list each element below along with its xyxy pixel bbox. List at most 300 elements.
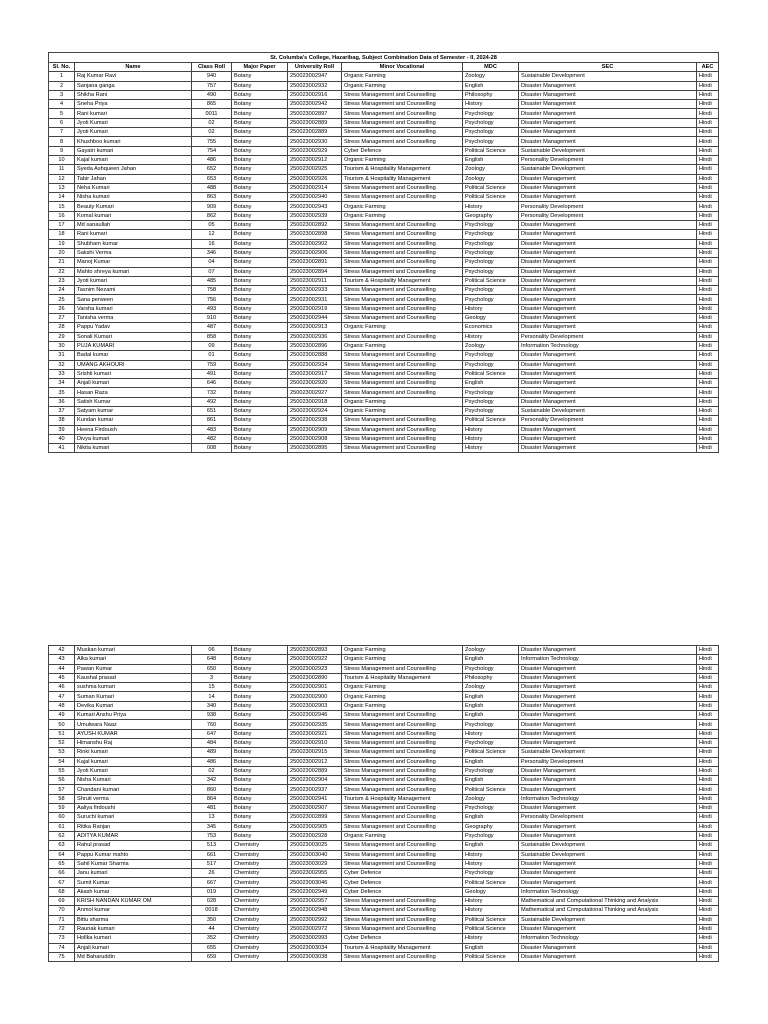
cell-aec: Hindi (697, 155, 719, 164)
cell-mdc: Political Science (463, 785, 519, 794)
cell-class-roll: 909 (192, 202, 232, 211)
cell-class-roll: 16 (192, 239, 232, 248)
cell-sec: Disaster Management (519, 379, 697, 388)
cell-minor-vocational: Tourism & Hospitality Management (342, 673, 463, 682)
cell-sec: Disaster Management (519, 360, 697, 369)
cell-aec: Hindi (697, 906, 719, 915)
cell-name: Nisha Kumari (75, 776, 192, 785)
cell-aec: Hindi (697, 425, 719, 434)
cell-mdc: English (463, 943, 519, 952)
cell-class-roll: 646 (192, 379, 232, 388)
cell-sec: Disaster Management (519, 304, 697, 313)
cell-minor-vocational: Stress Management and Counselling (342, 897, 463, 906)
cell-major-paper: Botany (232, 720, 288, 729)
cell-mdc: English (463, 776, 519, 785)
cell-name: Md sanaullah (75, 221, 192, 230)
cell-mdc: Philosophy (463, 90, 519, 99)
cell-major-paper: Botany (232, 165, 288, 174)
cell-sec: Disaster Management (519, 766, 697, 775)
cell-mdc: Psychology (463, 267, 519, 276)
cell-name: Jyoti kumari (75, 276, 192, 285)
cell-university-roll: 250023002911 (288, 276, 342, 285)
cell-aec: Hindi (697, 701, 719, 710)
cell-name: Anjali kumari (75, 379, 192, 388)
table-row (49, 118, 719, 127)
cell-name: Suman Kumari (75, 692, 192, 701)
cell-class-roll: 667 (192, 878, 232, 887)
cell-name: Hollka kumari (75, 934, 192, 943)
table-row (49, 878, 719, 887)
table-row (49, 729, 719, 738)
cell-mdc: English (463, 655, 519, 664)
cell-university-roll: 250023002893 (288, 646, 342, 655)
table-row (49, 341, 719, 350)
cell-name: Sanjana ganga (75, 81, 192, 90)
cell-aec: Hindi (697, 776, 719, 785)
cell-sec: Disaster Management (519, 720, 697, 729)
cell-university-roll: 250023002992 (288, 915, 342, 924)
cell-name: Janu kumari (75, 869, 192, 878)
cell-university-roll: 250023002940 (288, 193, 342, 202)
table-row (49, 915, 719, 924)
table-row (49, 369, 719, 378)
cell-sec: Mathematical and Computational Thinking and Analysis (519, 906, 697, 915)
cell-university-roll: 250023002899 (288, 813, 342, 822)
table-row (49, 174, 719, 183)
cell-university-roll: 250023003025 (288, 841, 342, 850)
cell-university-roll: 250023002889 (288, 128, 342, 137)
cell-mdc: History (463, 434, 519, 443)
table-row (49, 655, 719, 664)
cell-sec: Disaster Management (519, 137, 697, 146)
cell-university-roll: 250023002938 (288, 416, 342, 425)
cell-major-paper: Botany (232, 128, 288, 137)
cell-major-paper: Botany (232, 193, 288, 202)
cell-aec: Hindi (697, 683, 719, 692)
cell-aec: Hindi (697, 118, 719, 127)
cell-sl-no: 38 (49, 416, 75, 425)
cell-university-roll: 250023002946 (288, 711, 342, 720)
cell-university-roll: 250023002889 (288, 118, 342, 127)
cell-sec: Sustainable Development (519, 915, 697, 924)
cell-major-paper: Chemistry (232, 841, 288, 850)
cell-university-roll: 250023002914 (288, 183, 342, 192)
cell-sec: Information Technology (519, 655, 697, 664)
cell-sec: Personality Development (519, 155, 697, 164)
cell-minor-vocational: Stress Management and Counselling (342, 776, 463, 785)
cell-sec: Disaster Management (519, 804, 697, 813)
header-university-roll: University Roll (288, 63, 342, 72)
cell-name: Rinki kumari (75, 748, 192, 757)
cell-sec: Disaster Management (519, 878, 697, 887)
cell-name: Anjali kumari (75, 943, 192, 952)
cell-minor-vocational: Organic Farming (342, 692, 463, 701)
cell-university-roll: 250023002903 (288, 701, 342, 710)
cell-major-paper: Botany (232, 831, 288, 840)
cell-aec: Hindi (697, 276, 719, 285)
cell-aec: Hindi (697, 109, 719, 118)
cell-aec: Hindi (697, 174, 719, 183)
cell-class-roll: 44 (192, 924, 232, 933)
cell-name: Syeda Ashqueen Jahan (75, 165, 192, 174)
cell-aec: Hindi (697, 841, 719, 850)
cell-minor-vocational: Organic Farming (342, 202, 463, 211)
cell-aec: Hindi (697, 341, 719, 350)
table-row (49, 850, 719, 859)
cell-aec: Hindi (697, 804, 719, 813)
cell-class-roll: 756 (192, 295, 232, 304)
cell-aec: Hindi (697, 388, 719, 397)
table-row (49, 109, 719, 118)
cell-major-paper: Botany (232, 379, 288, 388)
table-row (49, 952, 719, 961)
cell-class-roll: 655 (192, 943, 232, 952)
cell-name: Md Baharuddin (75, 952, 192, 961)
cell-sl-no: 4 (49, 100, 75, 109)
cell-mdc: English (463, 155, 519, 164)
cell-minor-vocational: Stress Management and Counselling (342, 314, 463, 323)
cell-minor-vocational: Stress Management and Counselling (342, 118, 463, 127)
cell-minor-vocational: Stress Management and Counselling (342, 738, 463, 747)
cell-aec: Hindi (697, 267, 719, 276)
cell-name: Kajal kumari (75, 757, 192, 766)
cell-aec: Hindi (697, 137, 719, 146)
cell-university-roll: 250023002928 (288, 831, 342, 840)
cell-class-roll: 0011 (192, 109, 232, 118)
cell-minor-vocational: Stress Management and Counselling (342, 915, 463, 924)
cell-name: Badal kumar (75, 351, 192, 360)
cell-sl-no: 30 (49, 341, 75, 350)
cell-class-roll: 759 (192, 360, 232, 369)
cell-minor-vocational: Stress Management and Counselling (342, 952, 463, 961)
table-row (49, 701, 719, 710)
cell-sec: Disaster Management (519, 943, 697, 952)
cell-minor-vocational: Stress Management and Counselling (342, 183, 463, 192)
cell-mdc: Psychology (463, 109, 519, 118)
table-row (49, 72, 719, 81)
table-row (49, 748, 719, 757)
cell-name: Jyoti Kumari (75, 766, 192, 775)
cell-major-paper: Botany (232, 118, 288, 127)
cell-sl-no: 22 (49, 267, 75, 276)
cell-university-roll: 250023002898 (288, 230, 342, 239)
cell-sec: Sustainable Development (519, 146, 697, 155)
cell-sec: Disaster Management (519, 776, 697, 785)
cell-mdc: Psychology (463, 258, 519, 267)
cell-mdc: Political Science (463, 915, 519, 924)
cell-name: Shubham kumar (75, 239, 192, 248)
cell-aec: Hindi (697, 738, 719, 747)
table-row (49, 766, 719, 775)
cell-sl-no: 13 (49, 183, 75, 192)
cell-minor-vocational: Organic Farming (342, 646, 463, 655)
table-row (49, 360, 719, 369)
cell-minor-vocational: Cyber Defence (342, 934, 463, 943)
cell-major-paper: Botany (232, 314, 288, 323)
cell-university-roll: 250023002943 (288, 202, 342, 211)
table-row (49, 183, 719, 192)
table-row (49, 388, 719, 397)
cell-university-roll: 250023002915 (288, 748, 342, 757)
cell-aec: Hindi (697, 128, 719, 137)
table-row (49, 646, 719, 655)
table-row (49, 137, 719, 146)
cell-major-paper: Botany (232, 813, 288, 822)
header-major-paper: Major Paper (232, 63, 288, 72)
cell-university-roll: 250023002902 (288, 239, 342, 248)
cell-sl-no: 61 (49, 822, 75, 831)
cell-minor-vocational: Organic Farming (342, 683, 463, 692)
table-row (49, 81, 719, 90)
cell-minor-vocational: Stress Management and Counselling (342, 230, 463, 239)
cell-mdc: Psychology (463, 239, 519, 248)
cell-name: UMANG AKHOURI (75, 360, 192, 369)
cell-mdc: Geology (463, 314, 519, 323)
cell-sl-no: 32 (49, 360, 75, 369)
cell-university-roll: 250023002892 (288, 221, 342, 230)
cell-university-roll: 250023002924 (288, 406, 342, 415)
cell-sec: Disaster Management (519, 869, 697, 878)
cell-aec: Hindi (697, 90, 719, 99)
cell-university-roll: 250023002897 (288, 109, 342, 118)
cell-sec: Disaster Management (519, 646, 697, 655)
cell-minor-vocational: Cyber Defence (342, 887, 463, 896)
cell-name: ADITYA KUMAR (75, 831, 192, 840)
cell-sl-no: 59 (49, 804, 75, 813)
table-row (49, 165, 719, 174)
cell-university-roll: 250023002907 (288, 804, 342, 813)
cell-class-roll: 483 (192, 425, 232, 434)
cell-name: Mahto shreya kumari (75, 267, 192, 276)
cell-sec: Disaster Management (519, 100, 697, 109)
cell-mdc: Psychology (463, 664, 519, 673)
cell-sl-no: 27 (49, 314, 75, 323)
cell-sec: Disaster Management (519, 221, 697, 230)
cell-major-paper: Chemistry (232, 859, 288, 868)
cell-major-paper: Botany (232, 276, 288, 285)
cell-class-roll: 345 (192, 822, 232, 831)
cell-sl-no: 56 (49, 776, 75, 785)
cell-mdc: Psychology (463, 286, 519, 295)
cell-class-roll: 490 (192, 90, 232, 99)
cell-sl-no: 68 (49, 887, 75, 896)
cell-aec: Hindi (697, 239, 719, 248)
cell-mdc: History (463, 202, 519, 211)
cell-mdc: Psychology (463, 831, 519, 840)
cell-major-paper: Botany (232, 444, 288, 453)
cell-major-paper: Botany (232, 230, 288, 239)
cell-minor-vocational: Organic Farming (342, 655, 463, 664)
cell-class-roll: 753 (192, 831, 232, 840)
cell-sl-no: 31 (49, 351, 75, 360)
cell-mdc: History (463, 444, 519, 453)
cell-aec: Hindi (697, 369, 719, 378)
cell-class-roll: 02 (192, 128, 232, 137)
cell-mdc: Psychology (463, 230, 519, 239)
cell-class-roll: 05 (192, 221, 232, 230)
cell-sl-no: 53 (49, 748, 75, 757)
cell-name: Raunak kumari (75, 924, 192, 933)
cell-sec: Disaster Management (519, 193, 697, 202)
cell-sl-no: 15 (49, 202, 75, 211)
cell-sl-no: 44 (49, 664, 75, 673)
cell-sec: Disaster Management (519, 729, 697, 738)
cell-minor-vocational: Stress Management and Counselling (342, 379, 463, 388)
cell-sl-no: 40 (49, 434, 75, 443)
cell-sl-no: 73 (49, 934, 75, 943)
cell-major-paper: Botany (232, 748, 288, 757)
cell-minor-vocational: Stress Management and Counselling (342, 360, 463, 369)
cell-sl-no: 20 (49, 248, 75, 257)
cell-sl-no: 51 (49, 729, 75, 738)
cell-mdc: English (463, 379, 519, 388)
cell-sl-no: 25 (49, 295, 75, 304)
cell-aec: Hindi (697, 146, 719, 155)
cell-mdc: History (463, 850, 519, 859)
cell-aec: Hindi (697, 878, 719, 887)
cell-sec: Disaster Management (519, 425, 697, 434)
cell-name: Shikha Rani (75, 90, 192, 99)
cell-university-roll: 250023002922 (288, 655, 342, 664)
cell-aec: Hindi (697, 850, 719, 859)
cell-major-paper: Botany (232, 360, 288, 369)
cell-class-roll: 758 (192, 286, 232, 295)
cell-sl-no: 66 (49, 869, 75, 878)
cell-sl-no: 49 (49, 711, 75, 720)
cell-sec: Disaster Management (519, 267, 697, 276)
cell-class-roll: 865 (192, 100, 232, 109)
cell-class-roll: 485 (192, 276, 232, 285)
cell-minor-vocational: Stress Management and Counselling (342, 841, 463, 850)
cell-major-paper: Botany (232, 304, 288, 313)
cell-sl-no: 5 (49, 109, 75, 118)
cell-aec: Hindi (697, 295, 719, 304)
cell-name: Sonali Kumari (75, 332, 192, 341)
cell-name: Beauty Kumari (75, 202, 192, 211)
table-row (49, 221, 719, 230)
cell-major-paper: Chemistry (232, 878, 288, 887)
cell-name: Sumit Kumar (75, 878, 192, 887)
cell-university-roll: 250023003034 (288, 943, 342, 952)
cell-minor-vocational: Stress Management and Counselling (342, 434, 463, 443)
cell-sl-no: 62 (49, 831, 75, 840)
cell-mdc: History (463, 425, 519, 434)
cell-major-paper: Botany (232, 711, 288, 720)
cell-minor-vocational: Organic Farming (342, 211, 463, 220)
table-row (49, 146, 719, 155)
cell-major-paper: Botany (232, 701, 288, 710)
subject-combination-table-page-1 (48, 52, 719, 453)
table-row (49, 248, 719, 257)
cell-minor-vocational: Organic Farming (342, 406, 463, 415)
cell-major-paper: Botany (232, 239, 288, 248)
cell-class-roll: 486 (192, 155, 232, 164)
cell-minor-vocational: Stress Management and Counselling (342, 924, 463, 933)
cell-major-paper: Botany (232, 785, 288, 794)
cell-sl-no: 11 (49, 165, 75, 174)
cell-sec: Sustainable Development (519, 165, 697, 174)
cell-name: Sana perween (75, 295, 192, 304)
table-row (49, 841, 719, 850)
cell-sl-no: 57 (49, 785, 75, 794)
cell-mdc: Political Science (463, 276, 519, 285)
cell-university-roll: 250023002889 (288, 766, 342, 775)
cell-aec: Hindi (697, 444, 719, 453)
cell-aec: Hindi (697, 183, 719, 192)
cell-name: Umulwara Naaz (75, 720, 192, 729)
cell-major-paper: Botany (232, 258, 288, 267)
cell-university-roll: 250023002948 (288, 906, 342, 915)
header-sl-no: Sl. No. (49, 63, 75, 72)
cell-minor-vocational: Organic Farming (342, 341, 463, 350)
cell-mdc: Psychology (463, 738, 519, 747)
cell-name: Satish Kumar (75, 397, 192, 406)
cell-aec: Hindi (697, 813, 719, 822)
cell-sec: Sustainable Development (519, 841, 697, 850)
table-row (49, 822, 719, 831)
cell-university-roll: 250023002935 (288, 720, 342, 729)
cell-sec: Disaster Management (519, 295, 697, 304)
cell-minor-vocational: Stress Management and Counselling (342, 193, 463, 202)
table-row (49, 794, 719, 803)
cell-minor-vocational: Stress Management and Counselling (342, 239, 463, 248)
cell-aec: Hindi (697, 230, 719, 239)
cell-sec: Personality Development (519, 211, 697, 220)
cell-class-roll: 26 (192, 869, 232, 878)
cell-university-roll: 250023003046 (288, 878, 342, 887)
cell-name: Komal kumari (75, 211, 192, 220)
cell-mdc: Political Science (463, 924, 519, 933)
cell-class-roll: 01 (192, 351, 232, 360)
cell-university-roll: 250023002917 (288, 369, 342, 378)
cell-sl-no: 7 (49, 128, 75, 137)
cell-minor-vocational: Stress Management and Counselling (342, 90, 463, 99)
cell-mdc: English (463, 701, 519, 710)
cell-major-paper: Botany (232, 757, 288, 766)
cell-mdc: Political Science (463, 952, 519, 961)
cell-mdc: Psychology (463, 360, 519, 369)
cell-major-paper: Botany (232, 341, 288, 350)
cell-sl-no: 67 (49, 878, 75, 887)
cell-minor-vocational: Organic Farming (342, 81, 463, 90)
cell-major-paper: Chemistry (232, 924, 288, 933)
cell-name: Aaliya firdoushi (75, 804, 192, 813)
cell-minor-vocational: Stress Management and Counselling (342, 332, 463, 341)
cell-minor-vocational: Cyber Defence (342, 146, 463, 155)
table-row (49, 738, 719, 747)
cell-university-roll: 250023002894 (288, 267, 342, 276)
cell-university-roll: 250023002909 (288, 425, 342, 434)
cell-sl-no: 3 (49, 90, 75, 99)
cell-name: Hasan Raza (75, 388, 192, 397)
cell-name: Ritika Ranjan (75, 822, 192, 831)
cell-major-paper: Botany (232, 351, 288, 360)
cell-aec: Hindi (697, 915, 719, 924)
cell-university-roll: 250023002908 (288, 434, 342, 443)
table-row (49, 776, 719, 785)
cell-class-roll: 864 (192, 794, 232, 803)
header-minor-vocational: Minor Vocational (342, 63, 463, 72)
cell-aec: Hindi (697, 81, 719, 90)
cell-minor-vocational: Stress Management and Counselling (342, 351, 463, 360)
cell-mdc: Psychology (463, 406, 519, 415)
cell-class-roll: 488 (192, 183, 232, 192)
cell-sec: Disaster Management (519, 230, 697, 239)
cell-mdc: Zoology (463, 165, 519, 174)
cell-sl-no: 18 (49, 230, 75, 239)
cell-sec: Sustainable Development (519, 748, 697, 757)
cell-sec: Disaster Management (519, 924, 697, 933)
